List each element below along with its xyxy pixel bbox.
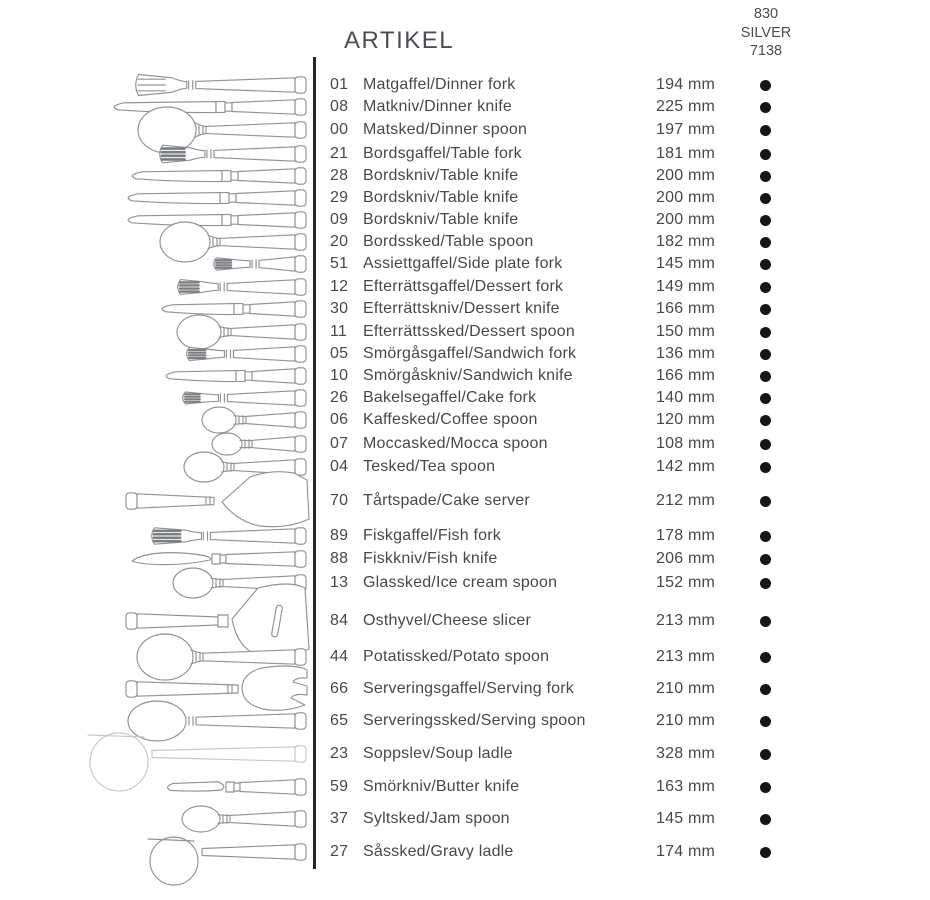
table-row <box>330 610 808 632</box>
article-number: 07 <box>330 435 349 452</box>
article-number: 84 <box>330 612 349 629</box>
article-number: 30 <box>330 300 349 317</box>
table-row <box>330 808 808 830</box>
sandwich-knife-icon <box>166 368 306 384</box>
article-number: 04 <box>330 458 349 475</box>
table-row <box>330 119 808 141</box>
article-length: 149 mm <box>656 278 715 295</box>
series-line-2: SILVER <box>740 24 792 41</box>
column-divider-line <box>313 57 316 869</box>
availability-dot <box>760 80 771 91</box>
mocca-spoon-icon <box>212 433 306 455</box>
article-length: 181 mm <box>656 145 715 162</box>
article-name: Bordsgaffel/Table fork <box>363 145 522 162</box>
availability-dot <box>760 847 771 858</box>
table-row <box>330 409 808 431</box>
article-number: 65 <box>330 712 349 729</box>
article-name: Fiskkniv/Fish knife <box>363 550 498 567</box>
article-number: 23 <box>330 745 349 762</box>
availability-dot <box>760 102 771 113</box>
article-number: 37 <box>330 810 349 827</box>
article-name: Serveringsgaffel/Serving fork <box>363 680 574 697</box>
table-row <box>330 433 808 455</box>
article-number: 89 <box>330 527 349 544</box>
article-name: Matkniv/Dinner knife <box>363 98 512 115</box>
article-name: Matgaffel/Dinner fork <box>363 76 516 93</box>
article-number: 28 <box>330 167 349 184</box>
article-length: 136 mm <box>656 345 715 362</box>
article-length: 142 mm <box>656 458 715 475</box>
article-name: Efterrättssked/Dessert spoon <box>363 323 575 340</box>
table-row <box>330 646 808 668</box>
article-length: 213 mm <box>656 648 715 665</box>
series-line-1: 830 <box>753 6 779 22</box>
table-row <box>330 710 808 732</box>
article-name: Bordskniv/Table knife <box>363 189 519 206</box>
availability-dot <box>760 237 771 248</box>
article-name: Smörkniv/Butter knife <box>363 778 520 795</box>
article-name: Såssked/Gravy ladle <box>363 843 514 860</box>
availability-dot <box>760 393 771 404</box>
table-row <box>330 96 808 118</box>
table-fork-icon <box>160 145 306 163</box>
article-length: 166 mm <box>656 367 715 384</box>
availability-dot <box>760 149 771 160</box>
availability-dot <box>760 125 771 136</box>
availability-dot <box>760 259 771 270</box>
article-number: 29 <box>330 189 349 206</box>
table-row <box>330 74 808 96</box>
article-number: 01 <box>330 76 349 93</box>
table-knife-icon <box>128 212 306 228</box>
cake-fork-icon <box>183 390 306 406</box>
availability-dot <box>760 282 771 293</box>
page-title: ARTIKEL <box>344 27 455 54</box>
article-name: Bordssked/Table spoon <box>363 233 534 250</box>
table-row <box>330 456 808 478</box>
fish-knife-icon <box>132 551 306 567</box>
article-number: 21 <box>330 145 349 162</box>
table-row <box>330 209 808 231</box>
article-number: 00 <box>330 121 349 138</box>
article-number: 59 <box>330 778 349 795</box>
table-row <box>330 841 808 863</box>
article-length: 197 mm <box>656 121 715 138</box>
article-number: 20 <box>330 233 349 250</box>
article-number: 44 <box>330 648 349 665</box>
table-row <box>330 490 808 512</box>
availability-dot <box>760 371 771 382</box>
article-number: 05 <box>330 345 349 362</box>
article-length: 210 mm <box>656 680 715 697</box>
article-length: 328 mm <box>656 745 715 762</box>
gravy-ladle-icon <box>148 837 306 885</box>
availability-dot <box>760 215 771 226</box>
article-length: 206 mm <box>656 550 715 567</box>
article-number: 27 <box>330 843 349 860</box>
article-length: 152 mm <box>656 574 715 591</box>
table-row <box>330 572 808 594</box>
table-row <box>330 525 808 547</box>
table-row <box>330 187 808 209</box>
article-length: 213 mm <box>656 612 715 629</box>
article-name: Glassked/Ice cream spoon <box>363 574 558 591</box>
availability-dot <box>760 554 771 565</box>
article-number: 12 <box>330 278 349 295</box>
series-line-3: 7138 <box>749 43 783 59</box>
coffee-spoon-icon <box>202 407 306 433</box>
table-row <box>330 276 808 298</box>
article-length: 120 mm <box>656 411 715 428</box>
article-name: Moccasked/Mocca spoon <box>363 435 548 452</box>
article-number: 09 <box>330 211 349 228</box>
table-knife-icon <box>132 168 306 184</box>
availability-dot <box>760 578 771 589</box>
availability-dot <box>760 652 771 663</box>
article-length: 163 mm <box>656 778 715 795</box>
article-length: 225 mm <box>656 98 715 115</box>
article-number: 11 <box>330 323 348 340</box>
availability-dot <box>760 782 771 793</box>
table-knife-icon <box>128 190 306 206</box>
article-name: Syltsked/Jam spoon <box>363 810 510 827</box>
article-name: Potatissked/Potato spoon <box>363 648 550 665</box>
side-plate-fork-icon <box>214 256 306 272</box>
article-length: 178 mm <box>656 527 715 544</box>
jam-spoon-icon <box>182 806 306 832</box>
dessert-spoon-icon <box>177 315 306 349</box>
article-name: Serveringssked/Serving spoon <box>363 712 586 729</box>
article-length: 200 mm <box>656 189 715 206</box>
table-row <box>330 143 808 165</box>
availability-dot <box>760 684 771 695</box>
availability-dot <box>760 304 771 315</box>
table-row <box>330 343 808 365</box>
table-row <box>330 365 808 387</box>
availability-dot <box>760 415 771 426</box>
availability-dot <box>760 327 771 338</box>
article-number: 06 <box>330 411 349 428</box>
article-length: 174 mm <box>656 843 715 860</box>
article-name: Smörgåsgaffel/Sandwich fork <box>363 345 577 362</box>
article-length: 108 mm <box>656 435 715 452</box>
article-name: Matsked/Dinner spoon <box>363 121 528 138</box>
table-row <box>330 253 808 275</box>
table-row <box>330 678 808 700</box>
availability-dot <box>760 814 771 825</box>
availability-dot <box>760 462 771 473</box>
article-length: 200 mm <box>656 167 715 184</box>
article-name: Kaffesked/Coffee spoon <box>363 411 538 428</box>
cake-server-icon <box>126 472 309 527</box>
article-length: 140 mm <box>656 389 715 406</box>
article-length: 150 mm <box>656 323 715 340</box>
dessert-fork-icon <box>178 279 306 295</box>
article-length: 166 mm <box>656 300 715 317</box>
article-name: Fiskgaffel/Fish fork <box>363 527 501 544</box>
article-number: 70 <box>330 492 349 509</box>
series-column-header <box>726 5 806 61</box>
article-name: Efterrättskniv/Dessert knife <box>363 300 560 317</box>
table-row <box>330 298 808 320</box>
article-length: 212 mm <box>656 492 715 509</box>
availability-dot <box>760 616 771 627</box>
availability-dot <box>760 349 771 360</box>
table-row <box>330 776 808 798</box>
article-length: 145 mm <box>656 255 715 272</box>
availability-dot <box>760 531 771 542</box>
availability-dot <box>760 749 771 760</box>
dinner-knife-icon <box>114 99 306 115</box>
article-name: Assiettgaffel/Side plate fork <box>363 255 563 272</box>
article-number: 26 <box>330 389 349 406</box>
article-length: 194 mm <box>656 76 715 93</box>
table-spoon-icon <box>160 222 306 262</box>
article-length: 145 mm <box>656 810 715 827</box>
article-number: 13 <box>330 574 349 591</box>
article-number: 66 <box>330 680 349 697</box>
article-name: Tesked/Tea spoon <box>363 458 496 475</box>
availability-dot <box>760 439 771 450</box>
article-number: 88 <box>330 550 349 567</box>
dinner-fork-icon <box>136 75 306 96</box>
availability-dot <box>760 193 771 204</box>
dessert-knife-icon <box>162 301 306 317</box>
article-number: 51 <box>330 255 349 272</box>
article-length: 182 mm <box>656 233 715 250</box>
table-row <box>330 231 808 253</box>
article-name: Smörgåskniv/Sandwich knife <box>363 367 573 384</box>
article-name: Tårtspade/Cake server <box>363 492 530 509</box>
table-row <box>330 548 808 570</box>
article-name: Bordskniv/Table knife <box>363 167 519 184</box>
butter-knife-icon <box>168 779 306 795</box>
table-row <box>330 387 808 409</box>
table-row <box>330 165 808 187</box>
article-name: Efterrättsgaffel/Dessert fork <box>363 278 564 295</box>
article-name: Bakelsegaffel/Cake fork <box>363 389 537 406</box>
availability-dot <box>760 496 771 507</box>
article-name: Osthyvel/Cheese slicer <box>363 612 532 629</box>
article-name: Bordskniv/Table knife <box>363 211 519 228</box>
fish-fork-icon <box>152 528 306 544</box>
table-row <box>330 743 808 765</box>
availability-dot <box>760 716 771 727</box>
article-number: 08 <box>330 98 349 115</box>
table-row <box>330 321 808 343</box>
article-number: 10 <box>330 367 349 384</box>
article-length: 200 mm <box>656 211 715 228</box>
article-length: 210 mm <box>656 712 715 729</box>
availability-dot <box>760 171 771 182</box>
article-name: Soppslev/Soup ladle <box>363 745 513 762</box>
